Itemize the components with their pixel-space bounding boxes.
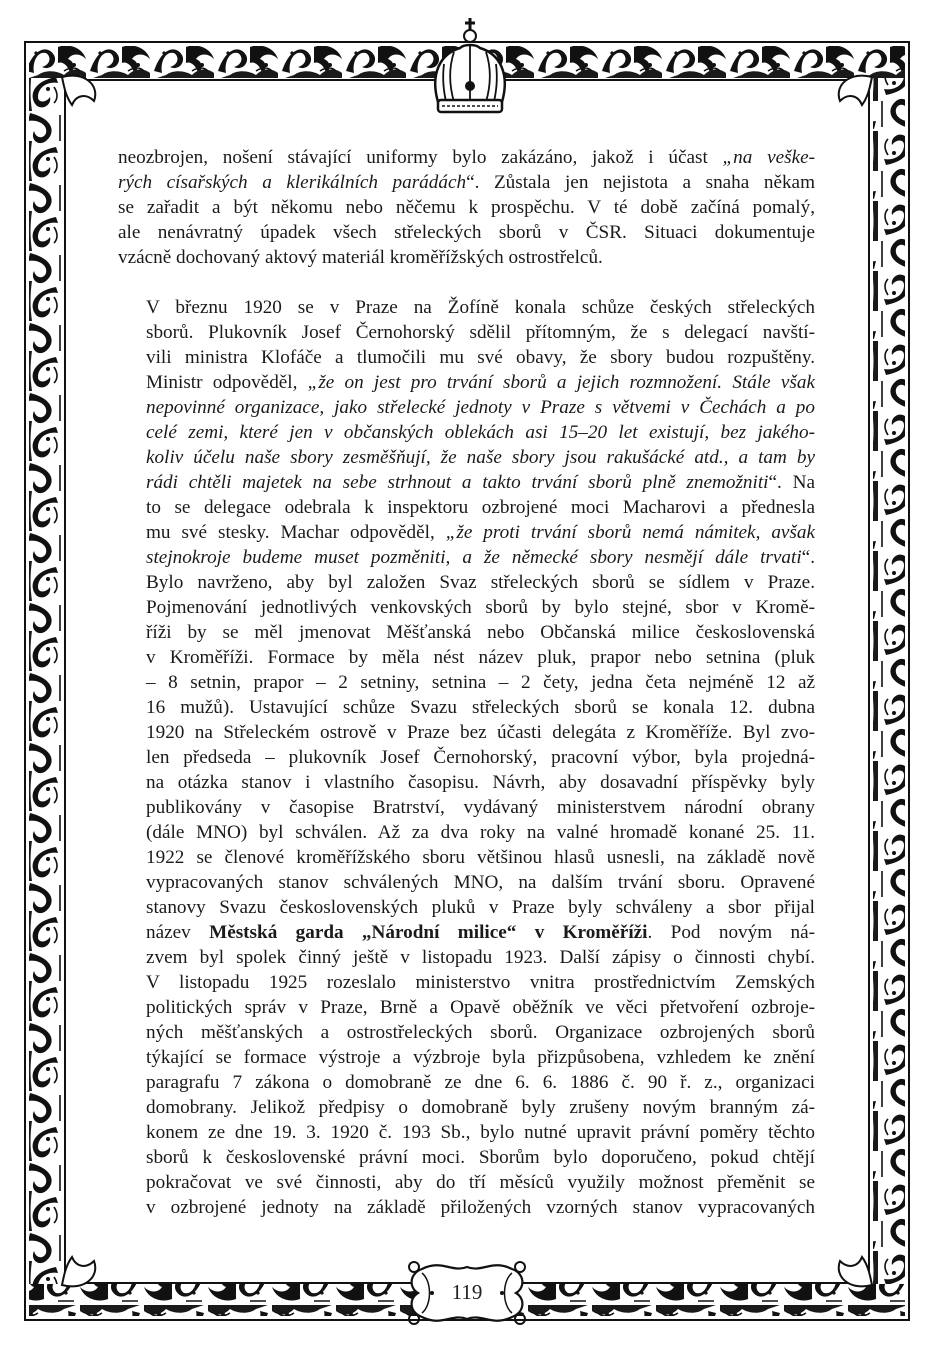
text-line	[118, 820, 815, 845]
text-run: 1922 se členové kroměřížského sboru většinou hlasů usnesli, na základě nově	[146, 847, 815, 868]
text-line	[118, 320, 815, 345]
text-line	[118, 1120, 815, 1145]
crown-icon	[420, 14, 520, 118]
text-line	[118, 645, 815, 670]
text-line	[118, 520, 815, 545]
text-line	[118, 695, 815, 720]
text-line	[118, 1070, 815, 1095]
text-line	[118, 620, 815, 645]
text-line	[118, 570, 815, 595]
quote-text: stejnokroje budeme muset pozměniti, a že německé sbory nesmějí dále trvati	[146, 547, 802, 568]
quote-text: rádi chtěli majetek na sebe strhnout a takto trvání sborů plně znemožniti	[146, 472, 769, 493]
text-line	[118, 370, 815, 395]
text-line	[118, 595, 815, 620]
text-run: se zařadit a být někomu nebo něčemu k prospěchu. V té době začíná pomalý,	[118, 197, 815, 218]
text-run: neozbrojen, nošení stávající uniformy bylo zakázáno, jakož i účast	[118, 147, 723, 168]
text-run: Ministr odpověděl,	[146, 372, 308, 393]
text-line	[118, 845, 815, 870]
text-run: v ozbrojené jednoty na základě přiložených vzorných stanov vypracovaných	[146, 1197, 815, 1218]
text-run: to se delegace odebrala k inspektoru ozbrojené moci Macharovi a přednesla	[146, 497, 815, 518]
text-line	[118, 170, 815, 195]
text-line	[118, 145, 815, 170]
text-run: na otázka stanov i vlastního časopisu. Návrh, aby dosavadní příspěvky byly	[146, 772, 815, 793]
text-line	[118, 420, 815, 445]
text-run: V březnu 1920 se v Praze na Žofíně konala schůze českých střeleckých	[146, 297, 815, 318]
quote-text: koliv účelu naše sbory zesměšňují, že naše sbory jsou rakušácké atd., a tam by	[146, 447, 815, 468]
text-run: Pojmenování jednotlivých venkovských sborů by bylo stejné, sbor v Kromě-	[146, 597, 815, 618]
text-run: 1920 na Střeleckém ostrově v Praze bez účasti delegáta z Kroměříže. Byl zvo-	[146, 722, 815, 743]
text-line	[118, 720, 815, 745]
bold-name: Městská garda „Národní milice“ v Kroměříži	[209, 922, 648, 943]
page-number: 119	[451, 1280, 483, 1304]
text-line	[118, 670, 815, 695]
text-run: . Pod novým ná-	[647, 922, 815, 943]
text-run: pokračovat ve své činnosti, aby do tří měsíců využily možnost přeměnit se	[146, 1172, 815, 1193]
text-run: vypracovaných stanov schválených MNO, na dalším trvání sboru. Opravené	[146, 872, 815, 893]
text-run: paragrafu 7 zákona o domobraně ze dne 6. 6. 1886 č. 90 ř. z., organizaci	[146, 1072, 815, 1093]
quote-text: „na veške-	[722, 147, 815, 168]
text-run: politických správ v Praze, Brně a Opavě oběžník ve věci přetvoření ozbroje-	[146, 997, 815, 1018]
text-line	[118, 1145, 815, 1170]
text-line	[118, 770, 815, 795]
text-line	[118, 870, 815, 895]
text-run: sborů k československé právní moci. Sborům bylo doporučeno, pokud chtějí	[146, 1147, 815, 1168]
text-run: publikovány v časopise Bratrství, vydávaný ministerstvem národní obrany	[146, 797, 815, 818]
text-line	[118, 745, 815, 770]
text-run: mu své stesky. Machar odpověděl,	[146, 522, 446, 543]
text-run: říži by se měl jmenovat Měšťanská nebo Občanská milice československá	[146, 622, 815, 643]
text-line	[118, 545, 815, 570]
quote-text: celé zemi, které jen v občanských oblekách asi 15–20 let existují, bez jakého-	[146, 422, 815, 443]
text-line	[118, 1020, 815, 1045]
text-line	[118, 1045, 815, 1070]
text-line	[118, 1170, 815, 1195]
text-run: stanovy Svazu československých pluků v Praze byly schváleny a sbor přijal	[146, 897, 815, 918]
text-run: “.	[801, 547, 815, 568]
text-line	[118, 795, 815, 820]
quote-text: rých císařských a klerikálních parádách	[118, 172, 467, 193]
text-run: ale nenávratný úpadek všech střeleckých sborů v ČSR. Situaci dokumentuje	[118, 222, 815, 243]
text-run: zvem byl spolek činný ještě v listopadu 1923. Další zápisy o činnosti chybí.	[146, 947, 815, 968]
text-line	[118, 1195, 815, 1220]
text-line	[118, 920, 815, 945]
text-run: vzácně dochovaný aktový materiál kroměřížských ostrostřelců.	[118, 247, 603, 268]
paragraph	[118, 145, 815, 270]
text-run: název	[146, 922, 210, 943]
text-line	[118, 220, 815, 245]
text-run: “. Zůstala jen nejistota a snaha někam	[466, 172, 815, 193]
paragraph	[118, 295, 815, 1220]
text-run: v Kroměříži. Formace by měla nést název pluk, prapor nebo setnina (pluk	[146, 647, 815, 668]
text-run: týkající se formace výstroje a výzbroje byla přizpůsobena, vzhledem ke znění	[146, 1047, 815, 1068]
text-run: V listopadu 1925 rozeslalo ministerstvo vnitra prostřednictvím Zemských	[146, 972, 815, 993]
text-line	[118, 395, 815, 420]
text-run: konem ze dne 19. 3. 1920 č. 193 Sb., bylo nutné upravit právní poměry těchto	[146, 1122, 815, 1143]
text-run: ných měšťanských a ostrostřeleckých sborů. Organizace ozbrojených sborů	[146, 1022, 815, 1043]
text-line	[118, 445, 815, 470]
body-text	[118, 145, 815, 1220]
text-run: sborů. Plukovník Josef Černohorský sdělil přítomným, že s delegací navští-	[146, 322, 815, 343]
text-line	[118, 295, 815, 320]
text-run: domobrany. Jelikož předpisy o domobraně byly zrušeny novým branným zá-	[146, 1097, 815, 1118]
text-line	[118, 945, 815, 970]
text-line	[118, 470, 815, 495]
quote-text: „že on jest pro trvání sborů a jejich rozmnožení. Stále však	[307, 372, 815, 393]
text-run: 16 mužů). Ustavující schůze Svazu střeleckých sborů se konala 12. dubna	[146, 697, 815, 718]
text-run: (dále MNO) byl schválen. Až za dva roky na valné hromadě konané 25. 11.	[146, 822, 815, 843]
text-run: vili ministra Klofáče a tlumočili mu své obavy, že sbory budou rozpuštěny.	[146, 347, 815, 368]
text-line	[118, 1095, 815, 1120]
text-run: – 8 setnin, prapor – 2 setniny, setnina – 2 čety, jedna četa nejméně 12 až	[146, 672, 815, 693]
quote-text: „že proti trvání sborů nemá námitek, avšak	[445, 522, 816, 543]
text-run: len předseda – plukovník Josef Černohorský, pracovní výbor, byla projedná-	[146, 747, 815, 768]
text-line	[118, 495, 815, 520]
text-run: “. Na	[768, 472, 816, 493]
text-line	[118, 995, 815, 1020]
text-line	[118, 895, 815, 920]
text-line	[118, 345, 815, 370]
text-line	[118, 970, 815, 995]
text-run: Bylo navrženo, aby byl založen Svaz střeleckých sborů se sídlem v Praze.	[146, 572, 815, 593]
quote-text: nepovinné organizace, jako střelecké jednoty v Praze s větvemi v Čechách a po	[146, 397, 815, 418]
text-line	[118, 195, 815, 220]
text-line	[118, 245, 815, 270]
